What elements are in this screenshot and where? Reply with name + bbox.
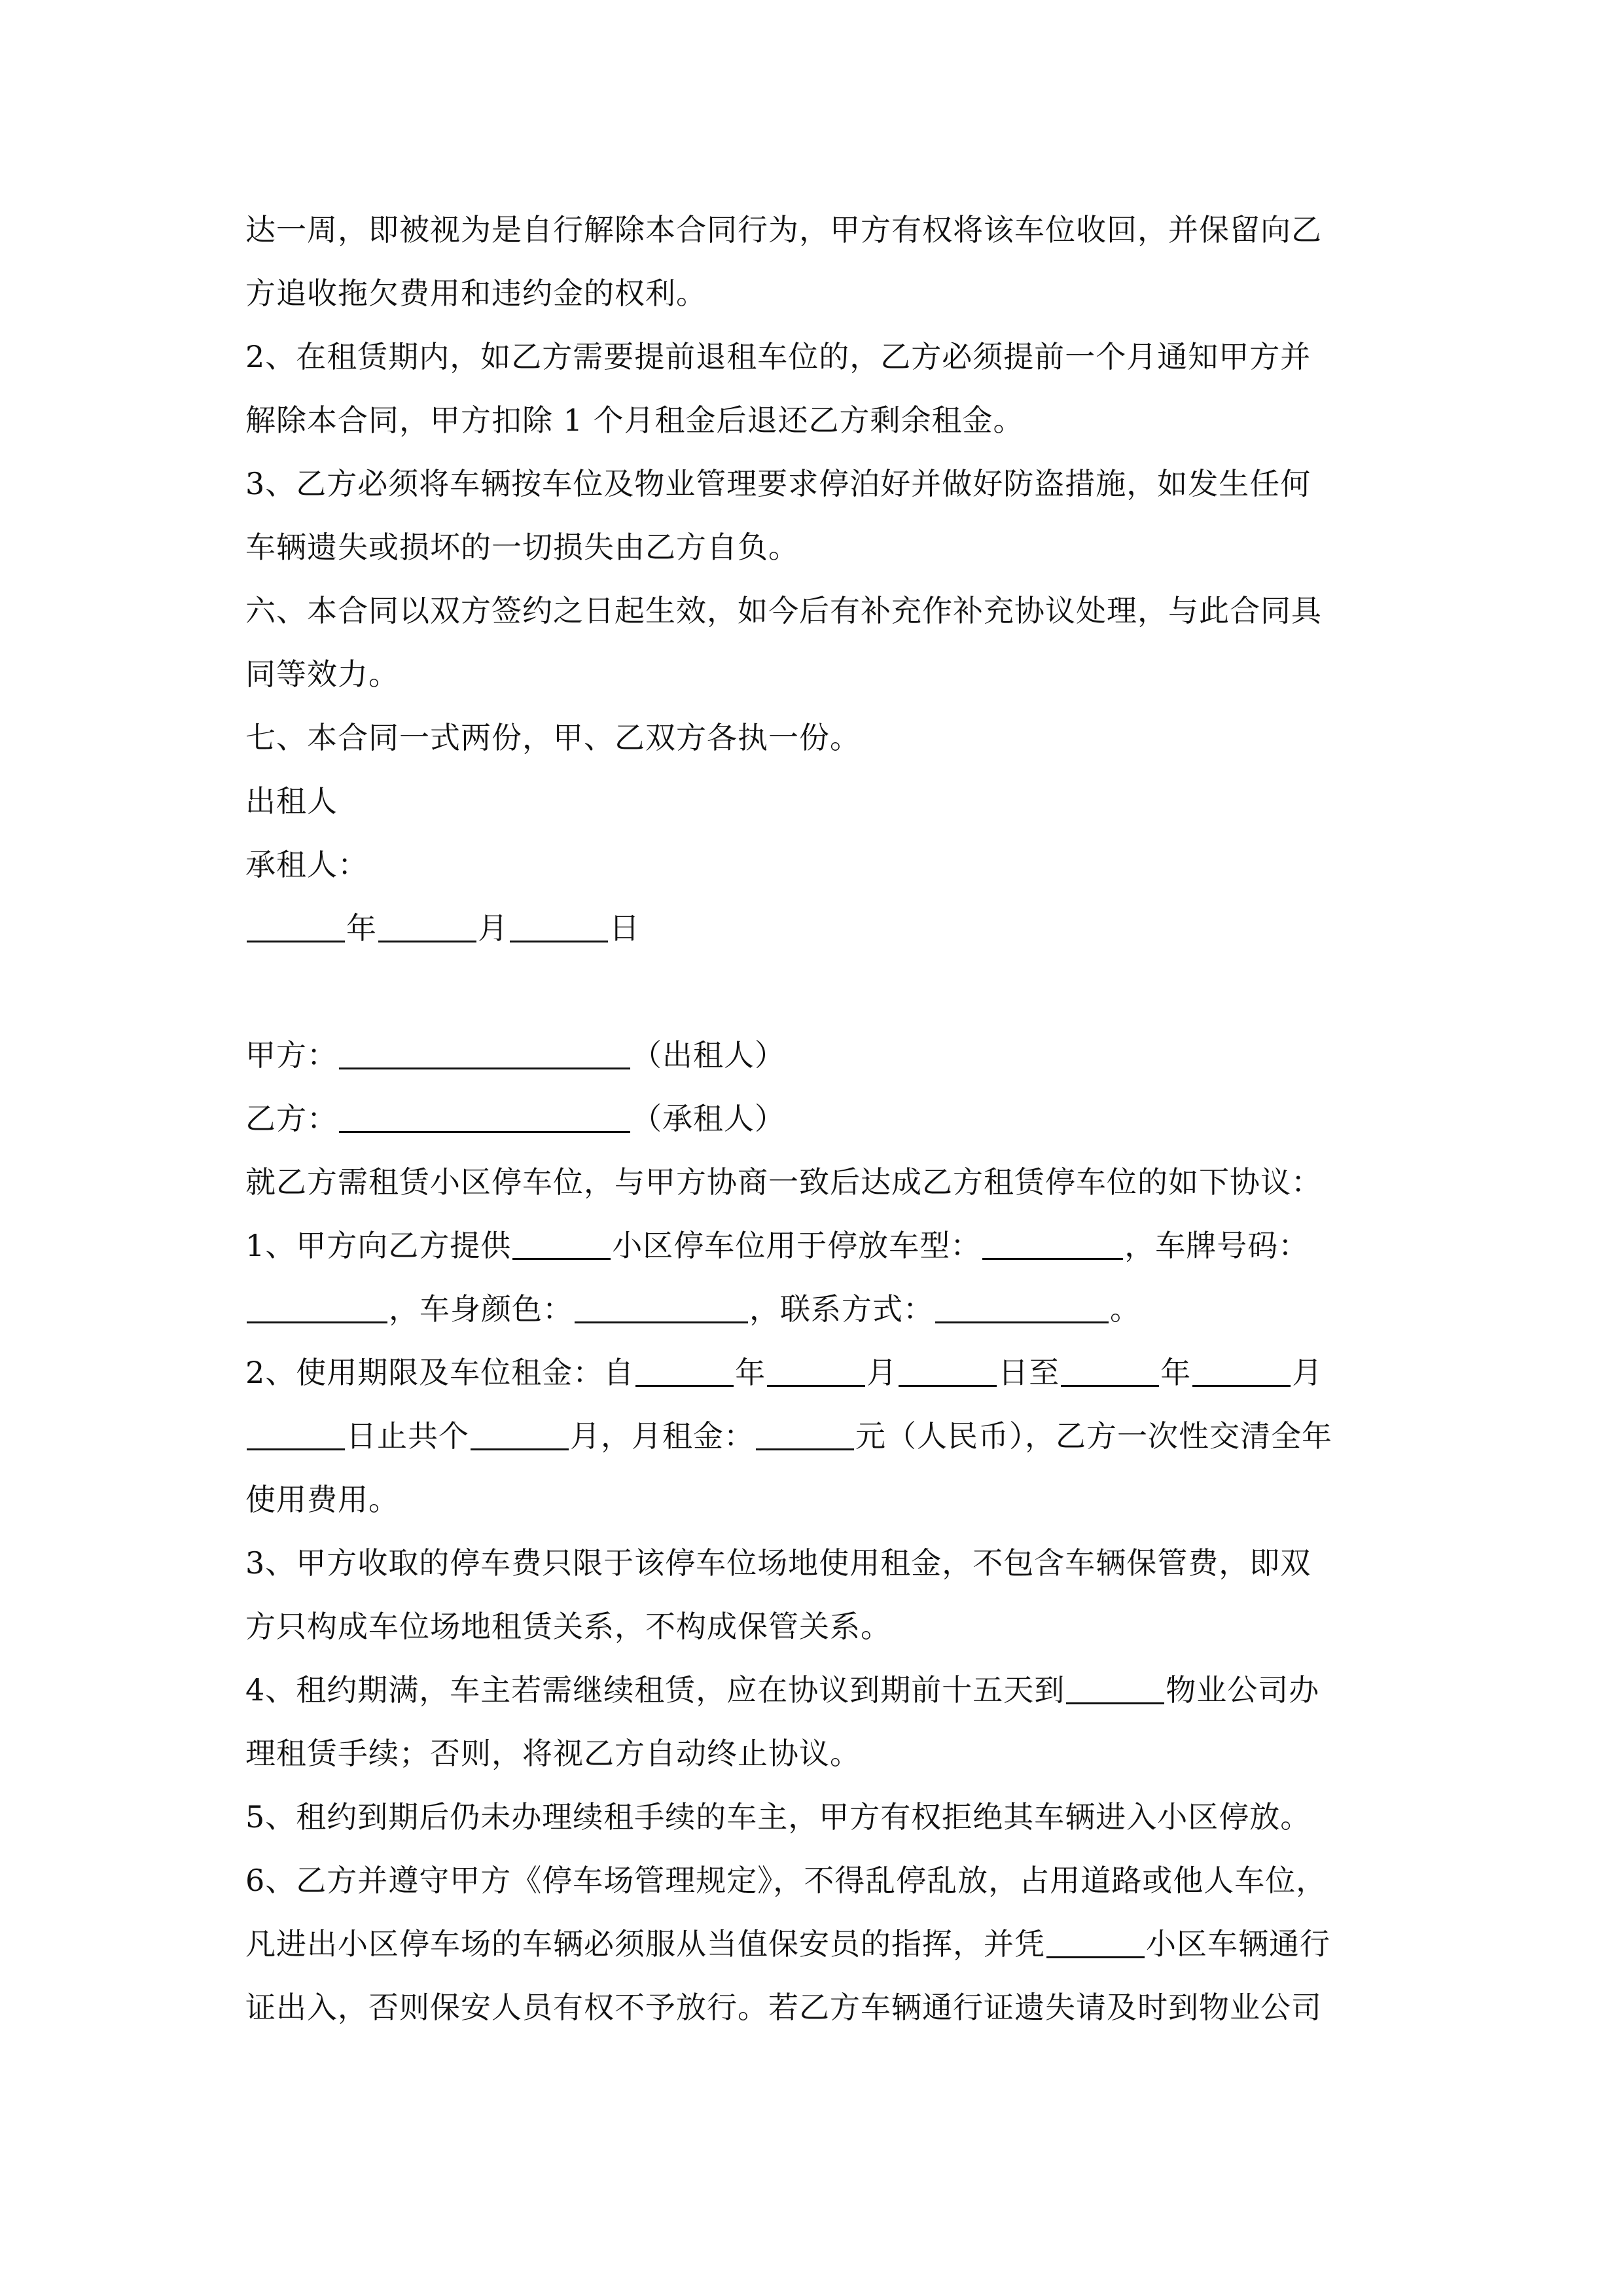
clause-text: 月 <box>866 1355 898 1390</box>
clause-3-line-2: 方只构成车位场地租赁关系，不构成保管关系。 <box>245 1609 891 1644</box>
month-blank <box>378 910 476 942</box>
blank <box>767 1355 865 1387</box>
text-line: 七、本合同一式两份，甲、乙双方各执一份。 <box>245 720 861 755</box>
clause-text: 年 <box>1160 1355 1192 1390</box>
party-a-line <box>245 1024 1387 1087</box>
clause-text: 1、甲方向乙方提供 <box>245 1228 512 1263</box>
community-pass-blank <box>1046 1926 1145 1958</box>
clause-text: 小区车辆通行 <box>1146 1926 1330 1962</box>
clause-4-line-1 <box>245 1659 1387 1722</box>
text-line: 2、在租赁期内，如乙方需要提前退租车位的，乙方必须提前一个月通知甲方并 <box>245 339 1311 374</box>
year-blank <box>247 910 345 942</box>
community-blank <box>512 1228 611 1260</box>
party-b-blank <box>339 1101 630 1133</box>
clause-text: 。 <box>1110 1291 1141 1327</box>
clause-6-line-3: 证出入，否则保安人员有权不予放行。若乙方车辆通行证遗失请及时到物业公司 <box>245 1990 1322 2025</box>
blank <box>1192 1355 1291 1387</box>
clause-2-line-2 <box>245 1405 1387 1468</box>
clause-1-line-1 <box>245 1214 1387 1278</box>
clause-1-line-2 <box>245 1278 1387 1341</box>
property-company-blank <box>1066 1672 1164 1704</box>
year-label: 年 <box>346 910 377 946</box>
clause-text: 凡进出小区停车场的车辆必须服从当值保安员的指挥，并凭 <box>245 1926 1045 1962</box>
clause-text: 小区停车位用于停放车型： <box>612 1228 982 1263</box>
intro-line: 就乙方需租赁小区停车位，与甲方协商一致后达成乙方租赁停车位的如下协议： <box>245 1164 1322 1200</box>
clause-text: ，车牌号码： <box>1124 1228 1310 1263</box>
color-blank <box>575 1291 748 1323</box>
text-line: 3、乙方必须将车辆按车位及物业管理要求停泊好并做好防盗措施，如发生任何 <box>245 466 1311 501</box>
blank <box>471 1418 569 1450</box>
party-b-label: 乙方： <box>245 1101 338 1136</box>
text-line: 六、本合同以双方签约之日起生效，如今后有补充作补充协议处理，与此合同具 <box>245 593 1322 628</box>
blank <box>1061 1355 1159 1387</box>
text-line: 同等效力。 <box>245 656 399 692</box>
lessee-label: 承租人： <box>245 847 368 882</box>
text-line: 解除本合同，甲方扣除 1 个月租金后退还乙方剩余租金。 <box>245 403 1024 438</box>
clause-4-line-2: 理租赁手续；否则，将视乙方自动终止协议。 <box>245 1736 861 1771</box>
contact-blank <box>935 1291 1109 1323</box>
blank <box>899 1355 997 1387</box>
clause-3-line-1: 3、甲方收取的停车费只限于该停车位场地使用租金，不包含车辆保管费，即双 <box>245 1545 1311 1581</box>
party-a-blank <box>339 1037 630 1069</box>
blank <box>635 1355 734 1387</box>
clause-6-line-1: 6、乙方并遵守甲方《停车场管理规定》，不得乱停乱放，占用道路或他人车位， <box>245 1863 1327 1898</box>
rent-blank <box>756 1418 854 1450</box>
signature-date <box>245 897 1387 960</box>
spacer <box>245 960 1387 1024</box>
party-a-role: （出租人） <box>632 1037 785 1073</box>
lessor-label: 出租人 <box>245 783 338 819</box>
clause-2-line-3: 使用费用。 <box>245 1482 399 1517</box>
party-b-role: （承租人） <box>632 1101 785 1136</box>
party-b-line <box>245 1087 1387 1151</box>
clause-text: 月，月租金： <box>570 1418 755 1454</box>
day-blank <box>510 910 608 942</box>
clause-text: 2、使用期限及车位租金：自 <box>245 1355 635 1390</box>
clause-text: 月 <box>1292 1355 1323 1390</box>
contract-body <box>245 198 1387 2039</box>
vehicle-type-blank <box>982 1228 1123 1260</box>
clause-text: 日止共个 <box>346 1418 469 1454</box>
blank <box>247 1418 345 1450</box>
clause-text: 4、租约期满，车主若需继续租赁，应在协议到期前十五天到 <box>245 1672 1065 1708</box>
text-line: 方追收拖欠费用和违约金的权利。 <box>245 276 707 311</box>
clause-text: 物业公司办 <box>1166 1672 1320 1708</box>
clause-text: 日至 <box>998 1355 1060 1390</box>
clause-text: 元（人民币），乙方一次性交清全年 <box>855 1418 1332 1454</box>
clause-text: ，联系方式： <box>749 1291 934 1327</box>
party-a-label: 甲方： <box>245 1037 338 1073</box>
clause-text: 年 <box>735 1355 766 1390</box>
text-line: 车辆遗失或损坏的一切损失由乙方自负。 <box>245 529 799 565</box>
text-line: 达一周，即被视为是自行解除本合同行为，甲方有权将该车位收回，并保留向乙 <box>245 212 1322 247</box>
month-label: 月 <box>478 910 508 946</box>
clause-6-line-2 <box>245 1912 1387 1976</box>
day-label: 日 <box>609 910 640 946</box>
clause-5: 5、租约到期后仍未办理续租手续的车主，甲方有权拒绝其车辆进入小区停放。 <box>245 1799 1311 1835</box>
plate-blank <box>247 1291 387 1323</box>
clause-2-line-1 <box>245 1341 1387 1405</box>
clause-text: ，车身颜色： <box>389 1291 573 1327</box>
